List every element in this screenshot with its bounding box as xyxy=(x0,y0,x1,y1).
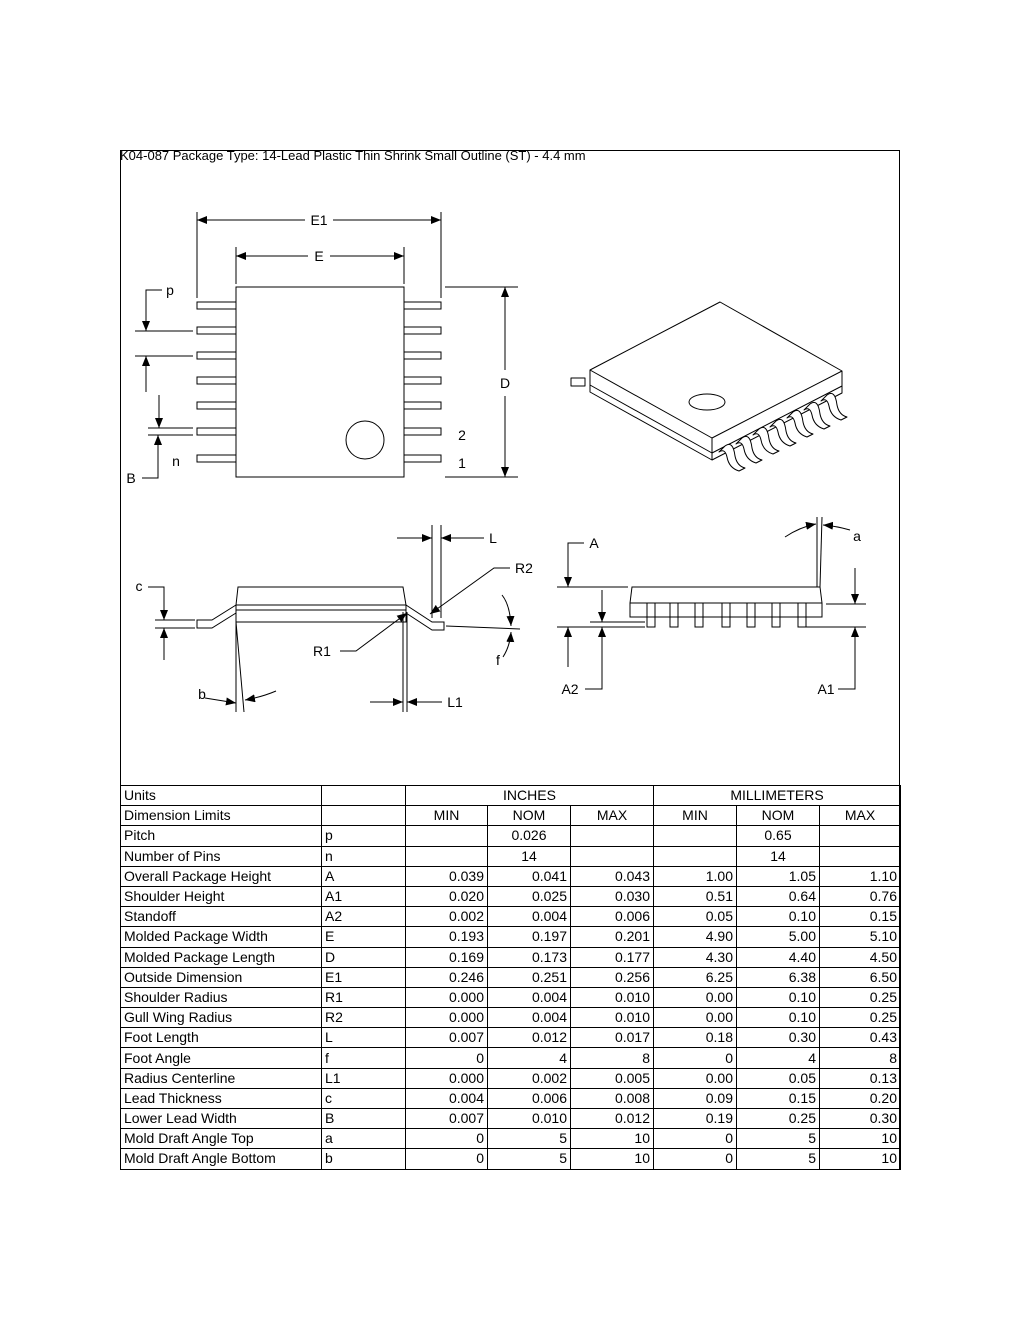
in-nom-value: 0.002 xyxy=(488,1068,571,1088)
mm-max-value: 5.10 xyxy=(820,927,901,947)
in-nom-value: 0.173 xyxy=(488,947,571,967)
dimension-symbol: L xyxy=(322,1028,406,1048)
mm-max-value: 10 xyxy=(820,1129,901,1149)
mm-min-value: 0.09 xyxy=(654,1088,737,1108)
mm-nom-value: 0.10 xyxy=(737,987,820,1007)
in-max-value: 8 xyxy=(571,1048,654,1068)
label-pin2: 2 xyxy=(458,427,466,443)
table-row xyxy=(121,1048,901,1068)
in-nom-value: 0.026 xyxy=(488,826,571,846)
mm-nom-value: 1.05 xyxy=(737,866,820,886)
table-row xyxy=(121,967,901,987)
dimension-symbol: b xyxy=(322,1149,406,1169)
in-max-value xyxy=(571,846,654,866)
in-min-value: 0.000 xyxy=(406,1008,488,1028)
mm-nom-value: 0.30 xyxy=(737,1028,820,1048)
label-n: n xyxy=(172,453,180,469)
table-row xyxy=(121,1068,901,1088)
mm-min-value: 4.30 xyxy=(654,947,737,967)
dimension-symbol: D xyxy=(322,947,406,967)
mm-max-value: 0.20 xyxy=(820,1088,901,1108)
mm-nom-value: 4.40 xyxy=(737,947,820,967)
mm-nom-value: 0.10 xyxy=(737,907,820,927)
in-min-value: 0.007 xyxy=(406,1028,488,1048)
in-nom-value: 0.197 xyxy=(488,927,571,947)
dimension-symbol: R2 xyxy=(322,1008,406,1028)
table-row xyxy=(121,1008,901,1028)
table-row xyxy=(121,1149,901,1169)
inches-header: INCHES xyxy=(406,786,654,806)
dimension-symbol: R1 xyxy=(322,987,406,1007)
in-min-value xyxy=(406,846,488,866)
table-row xyxy=(121,907,901,927)
dimension-b xyxy=(205,622,276,712)
in-min-value: 0.246 xyxy=(406,967,488,987)
in-min-value: 0 xyxy=(406,1129,488,1149)
dimension-name: Foot Length xyxy=(121,1028,322,1048)
mm-max-value: 0.76 xyxy=(820,886,901,906)
in-max-value xyxy=(571,826,654,846)
dimension-symbol: c xyxy=(322,1088,406,1108)
dimension-p xyxy=(135,290,193,392)
in-max-value: 0.177 xyxy=(571,947,654,967)
mm-min-value: 0.05 xyxy=(654,907,737,927)
dimension-L1 xyxy=(370,612,442,712)
mm-min-value: 0 xyxy=(654,1129,737,1149)
top-view-right-leads xyxy=(404,302,441,462)
mm-max-value: 8 xyxy=(820,1048,901,1068)
label-B: B xyxy=(126,470,136,486)
mm-min-value: 6.25 xyxy=(654,967,737,987)
leader-R2 xyxy=(430,568,510,614)
mm-nom-value: 6.38 xyxy=(737,967,820,987)
mm-min-value: 0.00 xyxy=(654,1008,737,1028)
mm-nom-value: 5 xyxy=(737,1149,820,1169)
label-E: E xyxy=(314,248,324,264)
table-row xyxy=(121,846,901,866)
end-view-body xyxy=(630,587,822,617)
in-nom-value: 5 xyxy=(488,1149,571,1169)
label-A1: A1 xyxy=(817,681,835,697)
dimension-name: Shoulder Height xyxy=(121,886,322,906)
in-min-value: 0.002 xyxy=(406,907,488,927)
mm-nom-value: 4 xyxy=(737,1048,820,1068)
in-max-value: 0.017 xyxy=(571,1028,654,1048)
in-nom-value: 0.004 xyxy=(488,1008,571,1028)
in-max-value: 0.006 xyxy=(571,907,654,927)
label-R1: R1 xyxy=(313,643,331,659)
mm-nom-value: 0.65 xyxy=(737,826,820,846)
isometric-view xyxy=(571,302,847,471)
dimension-A xyxy=(557,543,645,667)
dimension-name: Molded Package Length xyxy=(121,947,322,967)
dimension-symbol: E xyxy=(322,927,406,947)
pin1-marker xyxy=(346,421,384,459)
iso-top-face xyxy=(590,302,842,438)
mm-min-value: 0 xyxy=(654,1149,737,1169)
dimension-name: Pitch xyxy=(121,826,322,846)
in-nom-value: 0.012 xyxy=(488,1028,571,1048)
mm-min-value xyxy=(654,846,737,866)
mm-min-header: MIN xyxy=(654,806,737,826)
header-row-limits xyxy=(121,806,901,826)
iso-pin1-marker xyxy=(689,394,725,410)
label-a: a xyxy=(853,528,861,544)
label-L: L xyxy=(489,530,497,546)
mm-nom-value: 0.10 xyxy=(737,1008,820,1028)
dimension-name: Overall Package Height xyxy=(121,866,322,886)
dimension-symbol: a xyxy=(322,1129,406,1149)
end-view-leads xyxy=(647,603,806,627)
dimension-name: Radius Centerline xyxy=(121,1068,322,1088)
mm-max-value: 1.10 xyxy=(820,866,901,886)
mm-min-value xyxy=(654,826,737,846)
in-min-value: 0.007 xyxy=(406,1109,488,1129)
mm-min-value: 1.00 xyxy=(654,866,737,886)
mm-max-value: 0.13 xyxy=(820,1068,901,1088)
in-nom-value: 0.251 xyxy=(488,967,571,987)
in-nom-value: 5 xyxy=(488,1129,571,1149)
in-min-value: 0 xyxy=(406,1149,488,1169)
in-min-value: 0.039 xyxy=(406,866,488,886)
mm-max-value: 0.15 xyxy=(820,907,901,927)
end-view xyxy=(557,517,866,689)
in-nom-value: 0.004 xyxy=(488,907,571,927)
dimension-name: Mold Draft Angle Bottom xyxy=(121,1149,322,1169)
mm-max-value xyxy=(820,826,901,846)
dimension-name: Lower Lead Width xyxy=(121,1109,322,1129)
table-row xyxy=(121,987,901,1007)
in-nom-value: 0.041 xyxy=(488,866,571,886)
mm-nom-value: 0.05 xyxy=(737,1068,820,1088)
mm-max-value: 0.25 xyxy=(820,987,901,1007)
mm-max-value: 0.30 xyxy=(820,1109,901,1129)
in-nom-value: 0.004 xyxy=(488,987,571,1007)
label-A2: A2 xyxy=(561,681,579,697)
limits-label: Dimension Limits xyxy=(121,806,322,826)
in-nom-value: 0.010 xyxy=(488,1109,571,1129)
label-D: D xyxy=(499,375,511,391)
mm-max-value xyxy=(820,846,901,866)
dimension-name: Gull Wing Radius xyxy=(121,1008,322,1028)
mm-min-value: 0.18 xyxy=(654,1028,737,1048)
mm-min-value: 4.90 xyxy=(654,927,737,947)
label-f: f xyxy=(496,652,500,668)
package-title: K04-087 Package Type: 14-Lead Plastic Thin Shrink Small Outline (ST) - 4.4 mm xyxy=(120,148,586,163)
dimension-c xyxy=(148,587,195,660)
mm-max-value: 0.25 xyxy=(820,1008,901,1028)
mm-max-value: 0.43 xyxy=(820,1028,901,1048)
mm-max-value: 4.50 xyxy=(820,947,901,967)
in-min-header: MIN xyxy=(406,806,488,826)
label-A: A xyxy=(589,535,599,551)
dimension-name: Shoulder Radius xyxy=(121,987,322,1007)
label-pin1: 1 xyxy=(458,455,466,471)
in-min-value xyxy=(406,826,488,846)
in-max-value: 0.043 xyxy=(571,866,654,886)
table-row xyxy=(121,886,901,906)
dimension-name: Outside Dimension xyxy=(121,967,322,987)
dimension-symbol: f xyxy=(322,1048,406,1068)
dimension-symbol: p xyxy=(322,826,406,846)
in-min-value: 0.193 xyxy=(406,927,488,947)
mm-min-value: 0.00 xyxy=(654,1068,737,1088)
label-R2: R2 xyxy=(515,560,533,576)
leader-R1 xyxy=(340,613,407,651)
in-min-value: 0.000 xyxy=(406,1068,488,1088)
mm-max-value: 6.50 xyxy=(820,967,901,987)
table-row xyxy=(121,1088,901,1108)
dimension-L xyxy=(397,525,484,618)
mm-min-value: 0.00 xyxy=(654,987,737,1007)
mm-max-header: MAX xyxy=(820,806,901,826)
dimension-f xyxy=(446,595,520,657)
top-view-left-leads xyxy=(197,302,236,462)
table-row xyxy=(121,1109,901,1129)
in-max-value: 10 xyxy=(571,1149,654,1169)
in-max-value: 0.256 xyxy=(571,967,654,987)
dimension-symbol: A2 xyxy=(322,907,406,927)
dimension-table xyxy=(120,785,901,1170)
mm-min-value: 0.51 xyxy=(654,886,737,906)
label-E1: E1 xyxy=(310,212,328,228)
in-nom-value: 4 xyxy=(488,1048,571,1068)
mm-nom-header: NOM xyxy=(737,806,820,826)
mm-nom-value: 5.00 xyxy=(737,927,820,947)
side-view xyxy=(148,525,520,712)
in-min-value: 0.000 xyxy=(406,987,488,1007)
dimension-symbol: A xyxy=(322,866,406,886)
dimension-symbol: L1 xyxy=(322,1068,406,1088)
in-max-value: 0.010 xyxy=(571,1008,654,1028)
in-max-value: 0.012 xyxy=(571,1109,654,1129)
dimension-name: Lead Thickness xyxy=(121,1088,322,1108)
table-row xyxy=(121,1028,901,1048)
in-min-value: 0.020 xyxy=(406,886,488,906)
table-row xyxy=(121,826,901,846)
in-max-value: 0.008 xyxy=(571,1088,654,1108)
dimension-name: Mold Draft Angle Top xyxy=(121,1129,322,1149)
top-view-body xyxy=(236,287,404,477)
dimension-name: Molded Package Width xyxy=(121,927,322,947)
dimension-symbol: E1 xyxy=(322,967,406,987)
iso-leads xyxy=(719,393,847,471)
in-max-value: 0.005 xyxy=(571,1068,654,1088)
dimension-name: Foot Angle xyxy=(121,1048,322,1068)
dimension-A2 xyxy=(585,590,645,689)
mm-nom-value: 0.15 xyxy=(737,1088,820,1108)
label-p: p xyxy=(166,282,174,298)
in-max-header: MAX xyxy=(571,806,654,826)
table-row xyxy=(121,927,901,947)
dimension-symbol: A1 xyxy=(322,886,406,906)
units-label: Units xyxy=(121,786,322,806)
in-nom-value: 14 xyxy=(488,846,571,866)
dimension-A1 xyxy=(806,568,866,689)
mm-header: MILLIMETERS xyxy=(654,786,901,806)
dimension-a xyxy=(785,517,850,587)
in-min-value: 0.169 xyxy=(406,947,488,967)
dimension-name: Standoff xyxy=(121,907,322,927)
in-min-value: 0.004 xyxy=(406,1088,488,1108)
mm-nom-value: 5 xyxy=(737,1129,820,1149)
in-nom-value: 0.006 xyxy=(488,1088,571,1108)
mm-min-value: 0.19 xyxy=(654,1109,737,1129)
mm-max-value: 10 xyxy=(820,1149,901,1169)
table-row xyxy=(121,866,901,886)
in-max-value: 0.010 xyxy=(571,987,654,1007)
in-max-value: 0.201 xyxy=(571,927,654,947)
mm-min-value: 0 xyxy=(654,1048,737,1068)
in-max-value: 0.030 xyxy=(571,886,654,906)
table-row xyxy=(121,947,901,967)
table-row xyxy=(121,1129,901,1149)
label-L1: L1 xyxy=(447,694,463,710)
header-row-units xyxy=(121,786,901,806)
label-c: c xyxy=(135,578,143,594)
label-b: b xyxy=(198,686,206,702)
dimension-symbol: n xyxy=(322,846,406,866)
in-nom-value: 0.025 xyxy=(488,886,571,906)
dimension-B xyxy=(142,395,193,478)
dimension-symbol: B xyxy=(322,1109,406,1129)
in-max-value: 10 xyxy=(571,1129,654,1149)
dimension-name: Number of Pins xyxy=(121,846,322,866)
in-min-value: 0 xyxy=(406,1048,488,1068)
mm-nom-value: 0.64 xyxy=(737,886,820,906)
mm-nom-value: 14 xyxy=(737,846,820,866)
mm-nom-value: 0.25 xyxy=(737,1109,820,1129)
in-nom-header: NOM xyxy=(488,806,571,826)
